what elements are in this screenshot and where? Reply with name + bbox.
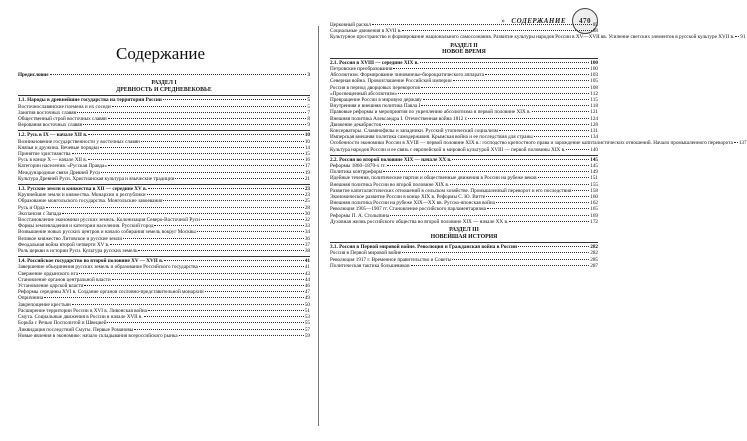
- toc-entry[interactable]: Социальные движения в XVII в. 88: [330, 28, 598, 35]
- toc-chapter-3-1[interactable]: 3.1. Россия в Первой мировой войне. Революция и Гражданская война в России 282: [330, 244, 598, 251]
- toc-chapter-2-2[interactable]: 2.2. Россия во второй половине XIX — начале XX в. 145: [330, 156, 598, 163]
- toc-chapter-2-1[interactable]: 2.1. Россия в XVIII — середине XIX в. 100: [330, 59, 598, 66]
- toc-list-continued: [330, 22, 746, 41]
- toc-list-2-1: [330, 66, 747, 153]
- toc-entry[interactable]: Россия в Первой мировой войне 282: [330, 250, 598, 257]
- toc-list-1-4: [18, 264, 310, 338]
- toc-entry[interactable]: Русь в конце X — начале XII в. 16: [18, 157, 310, 164]
- toc-entry[interactable]: Ликвидация последствий Смуты. Первые Романовы 57: [18, 326, 310, 333]
- toc-entry[interactable]: Международные связи Древней Руси 19: [18, 169, 310, 176]
- toc-entry[interactable]: Развитие капиталистических отношений в сельском хозяйстве. Промышленный переворот и его последствия 158: [330, 187, 598, 194]
- toc-entry[interactable]: Реформы середины XVI в. Создание органов сословно-представительной монархии 47: [18, 289, 310, 296]
- toc-entry[interactable]: Опричнина 49: [18, 295, 310, 302]
- right-column: [330, 22, 747, 269]
- toc-list-1-1: [18, 104, 310, 129]
- toc-entry[interactable]: Реформы 1860–1870-х гг. 145: [330, 163, 598, 170]
- section-heading-1: РАЗДЕЛ I ДРЕВНОСТЬ И СРЕДНЕВЕКОВЬЕ: [116, 80, 212, 93]
- toc-entry[interactable]: Формы землевладения и категории населения. Русский город 33: [18, 223, 310, 230]
- toc-entry[interactable]: Русь и Орда 28: [18, 204, 310, 211]
- toc-chapter-1-3[interactable]: 1.3. Русские земли и княжества в XII — середине XV в. 23: [18, 186, 310, 193]
- toc-entry[interactable]: Церковный раскол 85: [330, 22, 598, 28]
- toc-entry[interactable]: Крупнейшие земли и княжества. Монархии и республики 23: [18, 192, 310, 199]
- toc-entry[interactable]: Реформы П. А. Столыпина 169: [330, 212, 598, 219]
- toc-entry[interactable]: Смута. Социальные движения в России в начале XVII в. 53: [18, 314, 310, 321]
- toc-entry[interactable]: Петровские преобразования 100: [330, 66, 598, 72]
- toc-entry[interactable]: Возникновение государственности у восточных славян 10: [18, 138, 310, 145]
- toc-entry[interactable]: Политика контрреформ 149: [330, 169, 598, 176]
- toc-entry[interactable]: Великое княжество Литовское и русские земли 36: [18, 235, 310, 242]
- toc-entry[interactable]: Образование монгольского государства. Монгольские завоевания 25: [18, 198, 310, 205]
- toc-entry[interactable]: Расширение территории России в XVI в. Ливонская война 51: [18, 307, 310, 314]
- toc-entry[interactable]: Борьба с Речью Посполитой и Швецией 55: [18, 320, 310, 327]
- toc-entry[interactable]: Новые явления в экономике: начало складывания всероссийского рынка 59: [18, 332, 310, 339]
- toc-list-1-2: [18, 139, 310, 182]
- toc-entry[interactable]: Верования восточных славян 9: [18, 122, 310, 129]
- toc-entry[interactable]: Становление органов центральной власти 44: [18, 276, 310, 283]
- section-heading-2: РАЗДЕЛ II НОВОЕ ВРЕМЯ: [442, 42, 486, 56]
- toc-entry[interactable]: Категории населения. «Русская Правда» 17: [18, 163, 310, 170]
- header-title: СОДЕРЖАНИЕ: [511, 17, 566, 25]
- left-column: [18, 72, 310, 339]
- toc-entry[interactable]: Завершение объединения русских земель и образование Российского государства 41: [18, 264, 310, 271]
- toc-entry[interactable]: Восстановление экономики русских земель. Колонизация Северо-Восточной Руси 32: [18, 217, 310, 224]
- toc-entry-preface[interactable]: Предисловие 3: [18, 72, 310, 78]
- toc-entry[interactable]: Внутренняя и внешняя политика Павла I 118: [330, 103, 598, 110]
- section-heading-3: РАЗДЕЛ III НОВЕЙШАЯ ИСТОРИЯ: [430, 227, 498, 240]
- toc-entry[interactable]: Культура народов России и ее связь с европейской и мировой культурой XVIII — первой половины XIX в. 140: [330, 146, 598, 153]
- toc-entry[interactable]: Культурное пространство и формирование национального самосознания. Развитие культуры народов России в XV—XVII вв. Усиление светских элементов в русской культуре XVII в. 91: [330, 34, 746, 41]
- toc-entry[interactable]: Культура Древней Руси. Христианская культура и языческие традиции 21: [18, 175, 310, 182]
- toc-entry[interactable]: Политическая тактика большевиков 287: [330, 262, 598, 269]
- toc-entry[interactable]: Занятия восточных славян 7: [18, 109, 310, 116]
- toc-entry[interactable]: «Просвещенный абсолютизм» 112: [330, 90, 598, 97]
- toc-entry[interactable]: Особенности экономики России в XVIII — первой половине XIX в.: господство крепостного права и зарождение капиталистических отношений. Начало промышленного переворота 137: [330, 140, 747, 147]
- toc-entry[interactable]: Общественный строй восточных славян 8: [18, 116, 310, 122]
- toc-entry[interactable]: Князья и дружина. Вечевые порядки 14: [18, 144, 310, 151]
- toc-entry[interactable]: Движение декабристов 128: [330, 121, 598, 128]
- column-divider: [318, 26, 319, 426]
- toc-chapter-1-4[interactable]: 1.4. Российское государство во второй половине XV — XVII в. 41: [18, 258, 310, 265]
- toc-entry[interactable]: Закрепощение крестьян 50: [18, 301, 310, 308]
- toc-entry[interactable]: Восточнославянские племена и их соседи 5: [18, 103, 310, 110]
- toc-list-3-1: [330, 250, 598, 269]
- toc-entry[interactable]: Революция 1905—1907 гг. Становление российского парламентаризма 165: [330, 206, 598, 213]
- toc-entry[interactable]: Возвышение новых русских центров и начало собирания земель вокруг Москвы 34: [18, 229, 310, 236]
- toc-entry[interactable]: Установление царской власти 46: [18, 283, 310, 290]
- toc-entry[interactable]: Внешняя политика России во второй половине XIX в. 155: [330, 181, 598, 188]
- toc-chapter-1-2[interactable]: 1.2. Русь в IX — начале XII в. 10: [18, 132, 310, 139]
- toc-entry[interactable]: Консерваторы. Славянофилы и западники. Русский утопический социализм 131: [330, 128, 598, 135]
- toc-entry[interactable]: Правовые реформы и мероприятия по укреплению абсолютизма в первой половине XIX в. 121: [330, 109, 598, 116]
- toc-entry[interactable]: Превращение России в мировую державу 115: [330, 97, 598, 104]
- page-number-badge: 470: [572, 8, 598, 34]
- toc-entry[interactable]: Роль церкви в истории Руси. Культура русских земель 38: [18, 248, 310, 255]
- toc-entry[interactable]: Революция 1917 г. Временное правительство и Советы 285: [330, 256, 598, 263]
- toc-entry[interactable]: Свержение ордынского ига 43: [18, 270, 310, 277]
- toc-chapter-1-1[interactable]: 1.1. Народы в древнейшие государства на территории России 5: [18, 97, 310, 104]
- toc-entry[interactable]: Северная война. Провозглашение Российской империи 105: [330, 78, 598, 85]
- toc-entry[interactable]: Феодальная война второй четверти XV в. 37: [18, 241, 310, 248]
- toc-entry[interactable]: Экономическое развитие России в конце XIX в. Реформы С. Ю. Витте 160: [330, 194, 598, 201]
- toc-entry[interactable]: Экспансия с Запада 30: [18, 210, 310, 217]
- page-title: Содержание: [116, 44, 206, 63]
- toc-entry[interactable]: Идейные течения, политические партии и общественные движения в России на рубеже веков 151: [330, 175, 598, 182]
- toc-entry[interactable]: Внешняя политика России на рубеже XIX—XX вв. Русско-японская война 162: [330, 200, 598, 207]
- toc-entry[interactable]: Духовная жизнь российского общества во второй половине XIX — начале XX в. 172: [330, 218, 598, 225]
- toc-entry[interactable]: Принятие христианства 15: [18, 151, 310, 158]
- toc-entry[interactable]: Россия в период дворцовых переворотов 108: [330, 84, 598, 91]
- toc-list-2-2: [330, 163, 598, 225]
- toc-entry[interactable]: Внешняя политика Александра I. Отечественная война 1812 г. 124: [330, 115, 598, 122]
- header-arrow-icon: »: [501, 17, 506, 25]
- toc-entry[interactable]: Имперская внешняя политика самодержавия. Крымская война и ее последствия для страны 134: [330, 134, 598, 141]
- toc-list-1-3: [18, 192, 310, 254]
- toc-entry[interactable]: Абсолютизм. Формирование чиновничье-бюрократического аппарата 103: [330, 72, 598, 79]
